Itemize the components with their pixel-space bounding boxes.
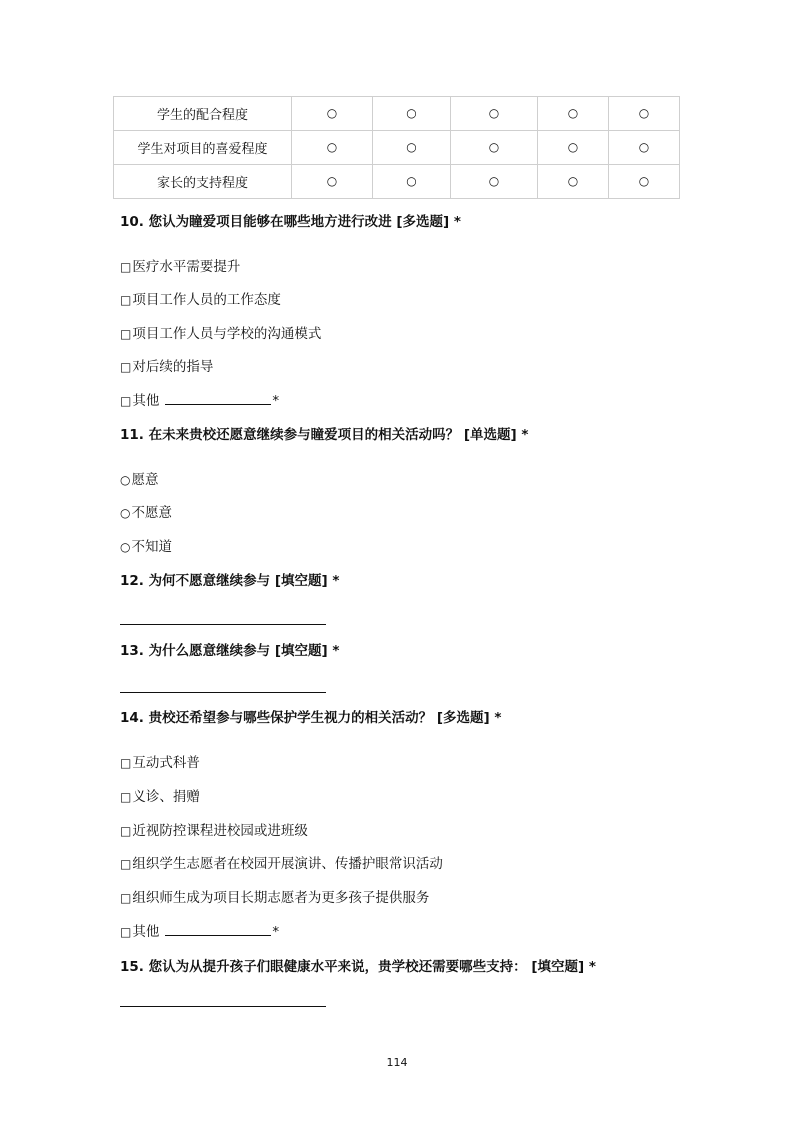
option-label: 互动式科普 <box>132 755 200 771</box>
radio-icon[interactable]: ○ <box>120 506 131 520</box>
checkbox-option-other[interactable] <box>120 923 279 941</box>
table-row <box>114 97 680 131</box>
table-row <box>114 165 680 199</box>
checkbox-option[interactable] <box>120 325 321 343</box>
required-marker: * <box>272 393 280 409</box>
checkbox-option[interactable] <box>120 788 200 806</box>
option-label: 其他 <box>132 393 160 409</box>
radio-icon[interactable]: ○ <box>120 540 131 554</box>
checkbox-icon[interactable]: □ <box>120 857 132 871</box>
checkbox-option[interactable] <box>120 754 200 772</box>
checkbox-icon[interactable]: □ <box>120 293 132 307</box>
checkbox-option[interactable] <box>120 258 240 276</box>
radio-button[interactable]: ○ <box>567 174 579 188</box>
answer-line[interactable] <box>120 1006 326 1007</box>
radio-option[interactable] <box>120 471 158 489</box>
radio-button[interactable]: ○ <box>326 140 338 154</box>
question-10-title: 10. 您认为瞳爱项目能够在哪些地方进行改进 [多选题] * <box>120 214 461 230</box>
radio-button[interactable]: ○ <box>567 140 579 154</box>
radio-button[interactable]: ○ <box>406 140 417 154</box>
radio-button[interactable]: ○ <box>638 106 650 120</box>
checkbox-option[interactable] <box>120 822 308 840</box>
option-label: 组织师生成为项目长期志愿者为更多孩子提供服务 <box>132 890 430 906</box>
checkbox-option-other[interactable] <box>120 392 279 410</box>
radio-button[interactable]: ○ <box>638 174 650 188</box>
option-label: 医疗水平需要提升 <box>132 259 241 275</box>
option-label: 义诊、捐赠 <box>132 789 200 805</box>
checkbox-icon[interactable]: □ <box>120 327 132 341</box>
answer-line[interactable] <box>120 624 326 625</box>
checkbox-option[interactable] <box>120 889 429 907</box>
checkbox-icon[interactable]: □ <box>120 756 132 770</box>
option-label: 愿意 <box>131 472 159 488</box>
other-text-blank[interactable] <box>165 392 271 405</box>
option-label: 项目工作人员的工作态度 <box>132 292 281 308</box>
checkbox-option[interactable] <box>120 358 213 376</box>
checkbox-icon[interactable]: □ <box>120 394 132 408</box>
checkbox-icon[interactable]: □ <box>120 790 132 804</box>
radio-button[interactable]: ○ <box>488 140 500 154</box>
radio-button[interactable]: ○ <box>406 174 417 188</box>
checkbox-icon[interactable]: □ <box>120 260 132 274</box>
checkbox-icon[interactable]: □ <box>120 824 132 838</box>
question-14-title: 14. 贵校还希望参与哪些保护学生视力的相关活动？ [多选题] * <box>120 710 502 726</box>
row-label: 学生的配合程度 <box>114 97 292 131</box>
other-text-blank[interactable] <box>165 923 271 936</box>
page-number: 114 <box>386 1056 408 1069</box>
answer-line[interactable] <box>120 692 326 693</box>
required-marker: * <box>272 924 280 940</box>
option-label: 组织学生志愿者在校园开展演讲、传播护眼常识活动 <box>132 856 443 872</box>
option-label: 项目工作人员与学校的沟通模式 <box>132 326 322 342</box>
row-label: 学生对项目的喜爱程度 <box>114 131 292 165</box>
option-label: 不知道 <box>131 539 172 555</box>
checkbox-option[interactable] <box>120 855 443 873</box>
question-11-title: 11. 在未来贵校还愿意继续参与瞳爱项目的相关活动吗？ [单选题] * <box>120 427 529 443</box>
row-label: 家长的支持程度 <box>114 165 292 199</box>
question-12-title: 12. 为何不愿意继续参与 [填空题] * <box>120 573 340 589</box>
checkbox-icon[interactable]: □ <box>120 925 132 939</box>
radio-option[interactable] <box>120 504 172 522</box>
radio-button[interactable]: ○ <box>326 106 338 120</box>
option-label: 不愿意 <box>131 505 172 521</box>
radio-button[interactable]: ○ <box>638 140 650 154</box>
radio-button[interactable]: ○ <box>488 174 500 188</box>
radio-button[interactable]: ○ <box>406 106 417 120</box>
radio-button[interactable]: ○ <box>488 106 500 120</box>
question-15-title: 15. 您认为从提升孩子们眼健康水平来说，贵学校还需要哪些支持： [填空题] * <box>120 959 596 975</box>
checkbox-icon[interactable]: □ <box>120 360 132 374</box>
radio-option[interactable] <box>120 538 172 556</box>
radio-button[interactable]: ○ <box>326 174 338 188</box>
radio-button[interactable]: ○ <box>567 106 579 120</box>
checkbox-icon[interactable]: □ <box>120 891 132 905</box>
option-label: 近视防控课程进校园或进班级 <box>132 823 308 839</box>
option-label: 其他 <box>132 924 160 940</box>
radio-icon[interactable]: ○ <box>120 473 131 487</box>
table-row <box>114 131 680 165</box>
rating-table <box>113 96 680 199</box>
checkbox-option[interactable] <box>120 291 281 309</box>
question-13-title: 13. 为什么愿意继续参与 [填空题] * <box>120 643 340 659</box>
option-label: 对后续的指导 <box>132 359 214 375</box>
